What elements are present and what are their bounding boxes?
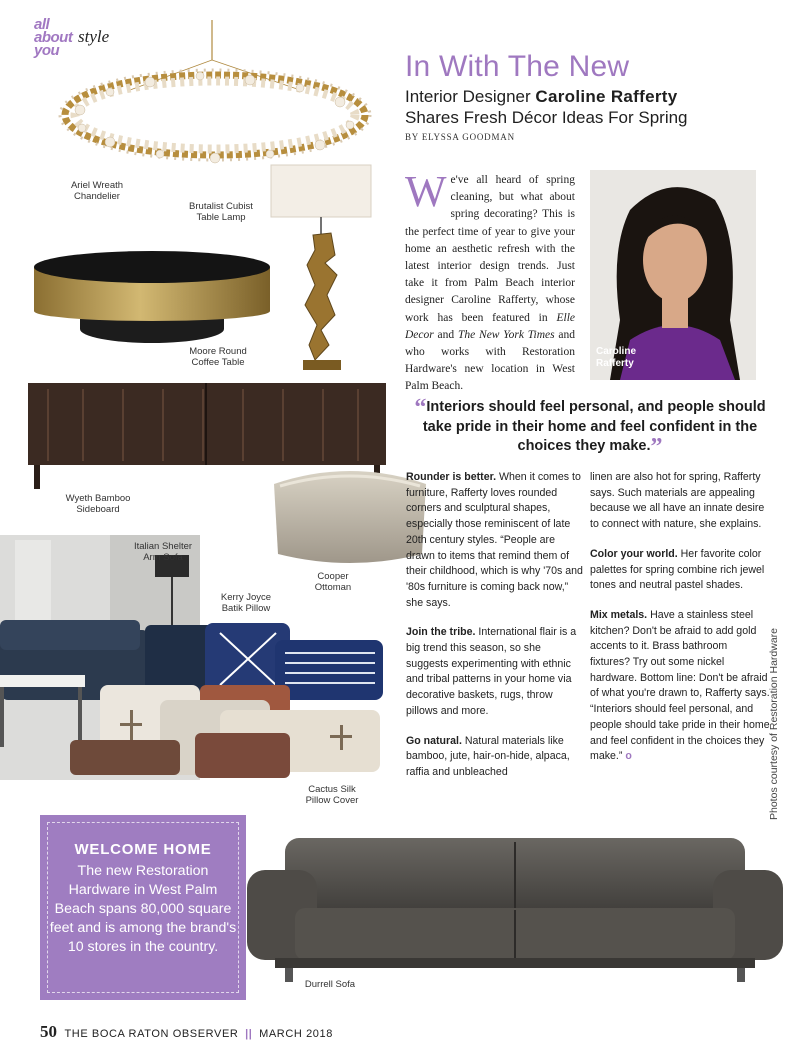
pull-quote: “Interiors should feel personal, and people should take pride in their home and feel confident in the choices they make.” xyxy=(414,395,766,460)
body-column-1 xyxy=(406,470,586,795)
page-footer xyxy=(40,1022,333,1042)
tip-color: Color your world. Her favorite color palettes for spring combine rich jewel tones and neutral pastel shades. xyxy=(590,547,765,592)
label-durrell-sofa: Durrell Sofa xyxy=(304,979,356,990)
coffee-table-image xyxy=(30,245,275,355)
article-headline: In With The New xyxy=(405,50,630,83)
label-sideboard: Wyeth Bamboo Sideboard xyxy=(65,493,131,515)
quote-open-mark: “ xyxy=(414,395,427,421)
body-column-2 xyxy=(590,470,770,779)
tip-metals: Mix metals. Have a stainless steel kitchen? Don't be afraid to add gold accents to it. Brass bathroom fixtures? Try out some nickel hardware. Bottom line: Don't be afraid of what you're drawn to, Rafferty says. “Interiors should feel personal, and people should take pride in their home and feel confident in the choices they make.” o xyxy=(590,608,770,763)
photo-credit: Photos courtesy of Restoration Hardware xyxy=(768,627,780,820)
footer-separator: || xyxy=(245,1028,253,1040)
tip-natural: Go natural. Natural materials like bamboo, jute, hair-on-hide, alpaca, raffia and unbleached xyxy=(406,734,570,778)
article-subhead: Interior Designer Caroline Rafferty Shares Fresh Décor Ideas For Spring xyxy=(405,87,688,127)
end-mark: o xyxy=(625,750,632,763)
label-lamp: Brutalist Cubist Table Lamp xyxy=(189,201,253,223)
sidebar-title: WELCOME HOME xyxy=(74,841,212,858)
tip-natural-cont: linen are also hot for spring, Rafferty says. Such materials are appealing because we all have an innate desire to connect with nature, she explains. xyxy=(590,471,765,531)
label-arm-sofa: Italian Shelter Arm Sofa xyxy=(133,541,193,563)
label-cactus-pillow: Cactus Silk Pillow Cover xyxy=(305,784,359,806)
label-ottoman: Cooper Ottoman xyxy=(314,571,352,593)
label-chandelier: Ariel Wreath Chandelier xyxy=(70,180,124,202)
label-batik-pillow: Kerry Joyce Batik Pillow xyxy=(220,592,272,614)
tip-rounder: Rounder is better. When it comes to furniture, Rafferty loves rounded corners and sculptural shapes, especially those reminiscent of late 20th century styles. “People are drawn to items that remind them of their childhood, which is why '70s and '80s furniture is coming back now,” she says. xyxy=(406,471,583,609)
publication-name: THE BOCA RATON OBSERVER xyxy=(64,1028,239,1040)
section-tag-logo: all about you xyxy=(34,16,73,59)
label-coffee-table: Moore Round Coffee Table xyxy=(189,346,247,368)
tip-tribe: Join the tribe. International flair is a big trend this season, so she suggests experimenting with ethnic and tribal patterns in your home via decorative baskets, rugs, throw pillows and more. xyxy=(406,626,577,717)
portrait-caption: Caroline Rafferty xyxy=(596,346,637,369)
durrell-sofa-image xyxy=(245,830,785,1000)
quote-close-mark: ” xyxy=(650,434,663,460)
sidebar-text: The new Restoration Hardware in West Palm Beach spans 80,000 square feet and is among the brand's 10 stores in the country. xyxy=(49,863,237,955)
section-tag-style: style xyxy=(78,27,110,46)
table-lamp-image xyxy=(265,155,377,375)
page-number: 50 xyxy=(40,1022,57,1041)
byline: BY ELYSSA GOODMAN xyxy=(405,132,515,142)
living-room-image xyxy=(0,535,390,780)
drop-cap: W xyxy=(405,167,447,216)
welcome-home-sidebar xyxy=(40,815,246,1000)
issue-date: MARCH 2018 xyxy=(259,1028,333,1040)
intro-paragraph: We've all heard of spring cleaning, but what about spring decorating? This is the perfect time of year to give your home an aesthetic refresh with the latest interior design trends. Just take it from Palm Beach interior designer Caroline Rafferty, whose work has been featured in Elle Decor and The New York Times and who works with Restoration Hardware's new location in West Palm Beach. xyxy=(405,167,576,393)
